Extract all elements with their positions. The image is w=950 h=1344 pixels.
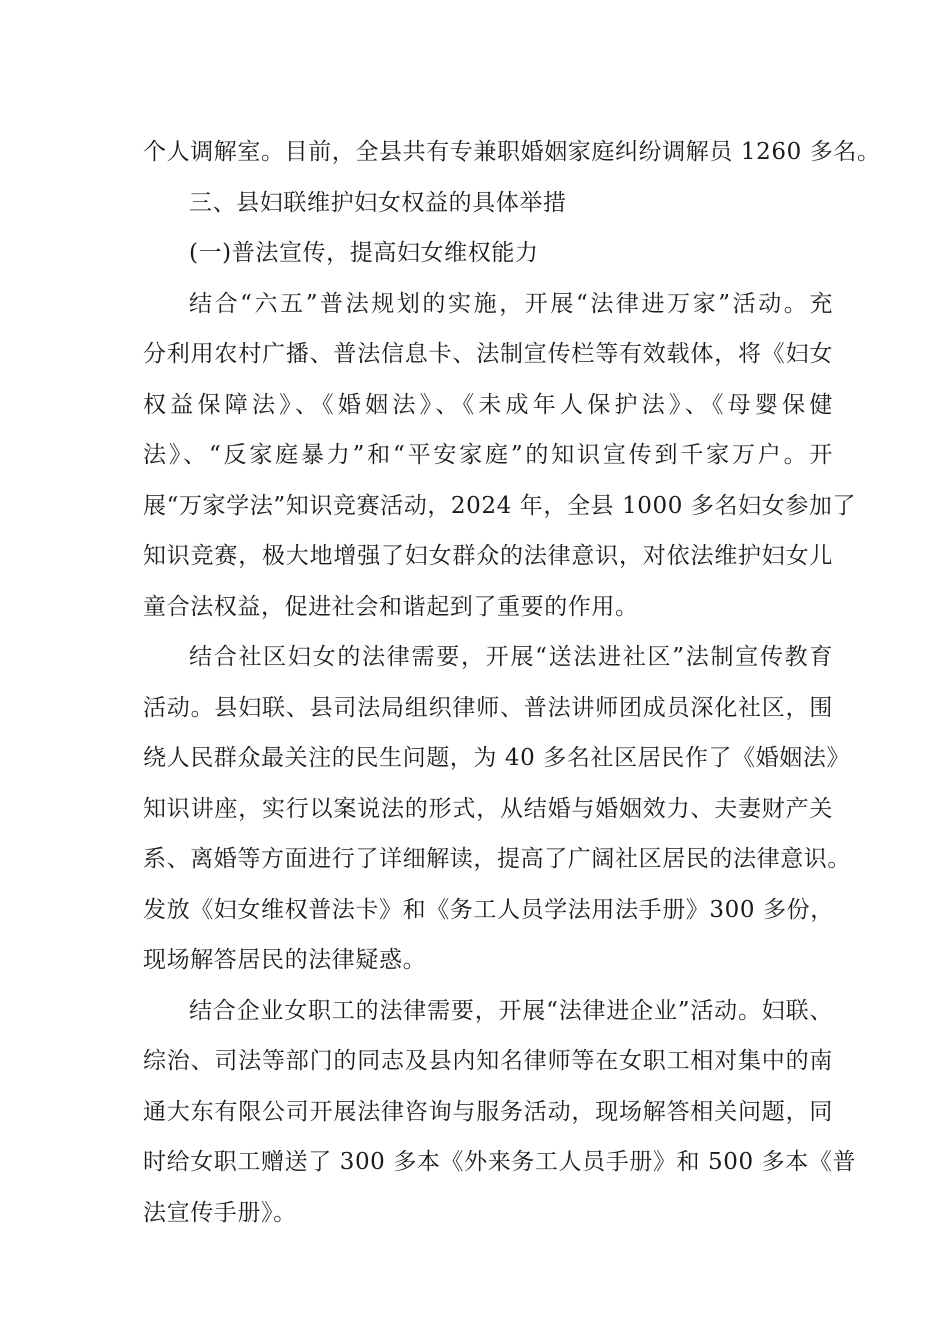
text-line: 绕人民群众最关注的民生问题，为 40 多名社区居民作了《婚姻法》 xyxy=(143,745,851,771)
text-line: 综治、司法等部门的同志及县内知名律师等在女职工相对集中的南 xyxy=(143,1048,833,1074)
text-line: 展“万家学法”知识竞赛活动，2024 年，全县 1000 多名妇女参加了 xyxy=(143,492,857,519)
text-line: 个人调解室。目前，全县共有专兼职婚姻家庭纠纷调解员 1260 多名。 xyxy=(143,139,881,165)
text-line: 活动。县妇联、县司法局组织律师、普法讲师团成员深化社区，围 xyxy=(143,694,833,721)
text-line: 知识竞赛，极大地增强了妇女群众的法律意识，对依法维护妇女儿 xyxy=(143,543,833,569)
text-line: 发放《妇女维权普法卡》和《务工人员学法用法手册》300 多份， xyxy=(143,896,834,923)
subsection-heading: (一)普法宣传，提高妇女维权能力 xyxy=(189,240,539,266)
text-line: 知识讲座，实行以案说法的形式，从结婚与婚姻效力、夫妻财产关 xyxy=(143,795,833,822)
text-line: 法宣传手册》。 xyxy=(143,1199,297,1226)
section-heading: 三、县妇联维护妇女权益的具体举措 xyxy=(189,189,567,216)
text-line: 权益保障法》、《婚姻法》、《未成年人保护法》、《母婴保健 xyxy=(143,391,833,418)
text-line: 结合“六五”普法规划的实施，开展“法律进万家”活动。充 xyxy=(189,290,833,317)
text-line: 系、离婚等方面进行了详细解读，提高了广阔社区居民的法律意识。 xyxy=(143,846,851,872)
text-line: 分利用农村广播、普法信息卡、法制宣传栏等有效载体，将《妇女 xyxy=(143,341,833,367)
text-line: 结合企业女职工的法律需要，开展“法律进企业”活动。妇联、 xyxy=(189,997,833,1024)
document-body xyxy=(143,127,881,1238)
text-line: 法》、“反家庭暴力”和“平安家庭”的知识宣传到千家万户。开 xyxy=(143,442,833,468)
text-line: 童合法权益，促进社会和谐起到了重要的作用。 xyxy=(143,593,639,620)
text-line: 结合社区妇女的法律需要，开展“送法进社区”法制宣传教育 xyxy=(189,644,833,670)
text-line: 通大东有限公司开展法律咨询与服务活动，现场解答相关问题，同 xyxy=(143,1098,833,1125)
text-line: 时给女职工赠送了 300 多本《外来务工人员手册》和 500 多本《普 xyxy=(143,1149,857,1175)
text-line: 现场解答居民的法律疑惑。 xyxy=(143,947,427,973)
